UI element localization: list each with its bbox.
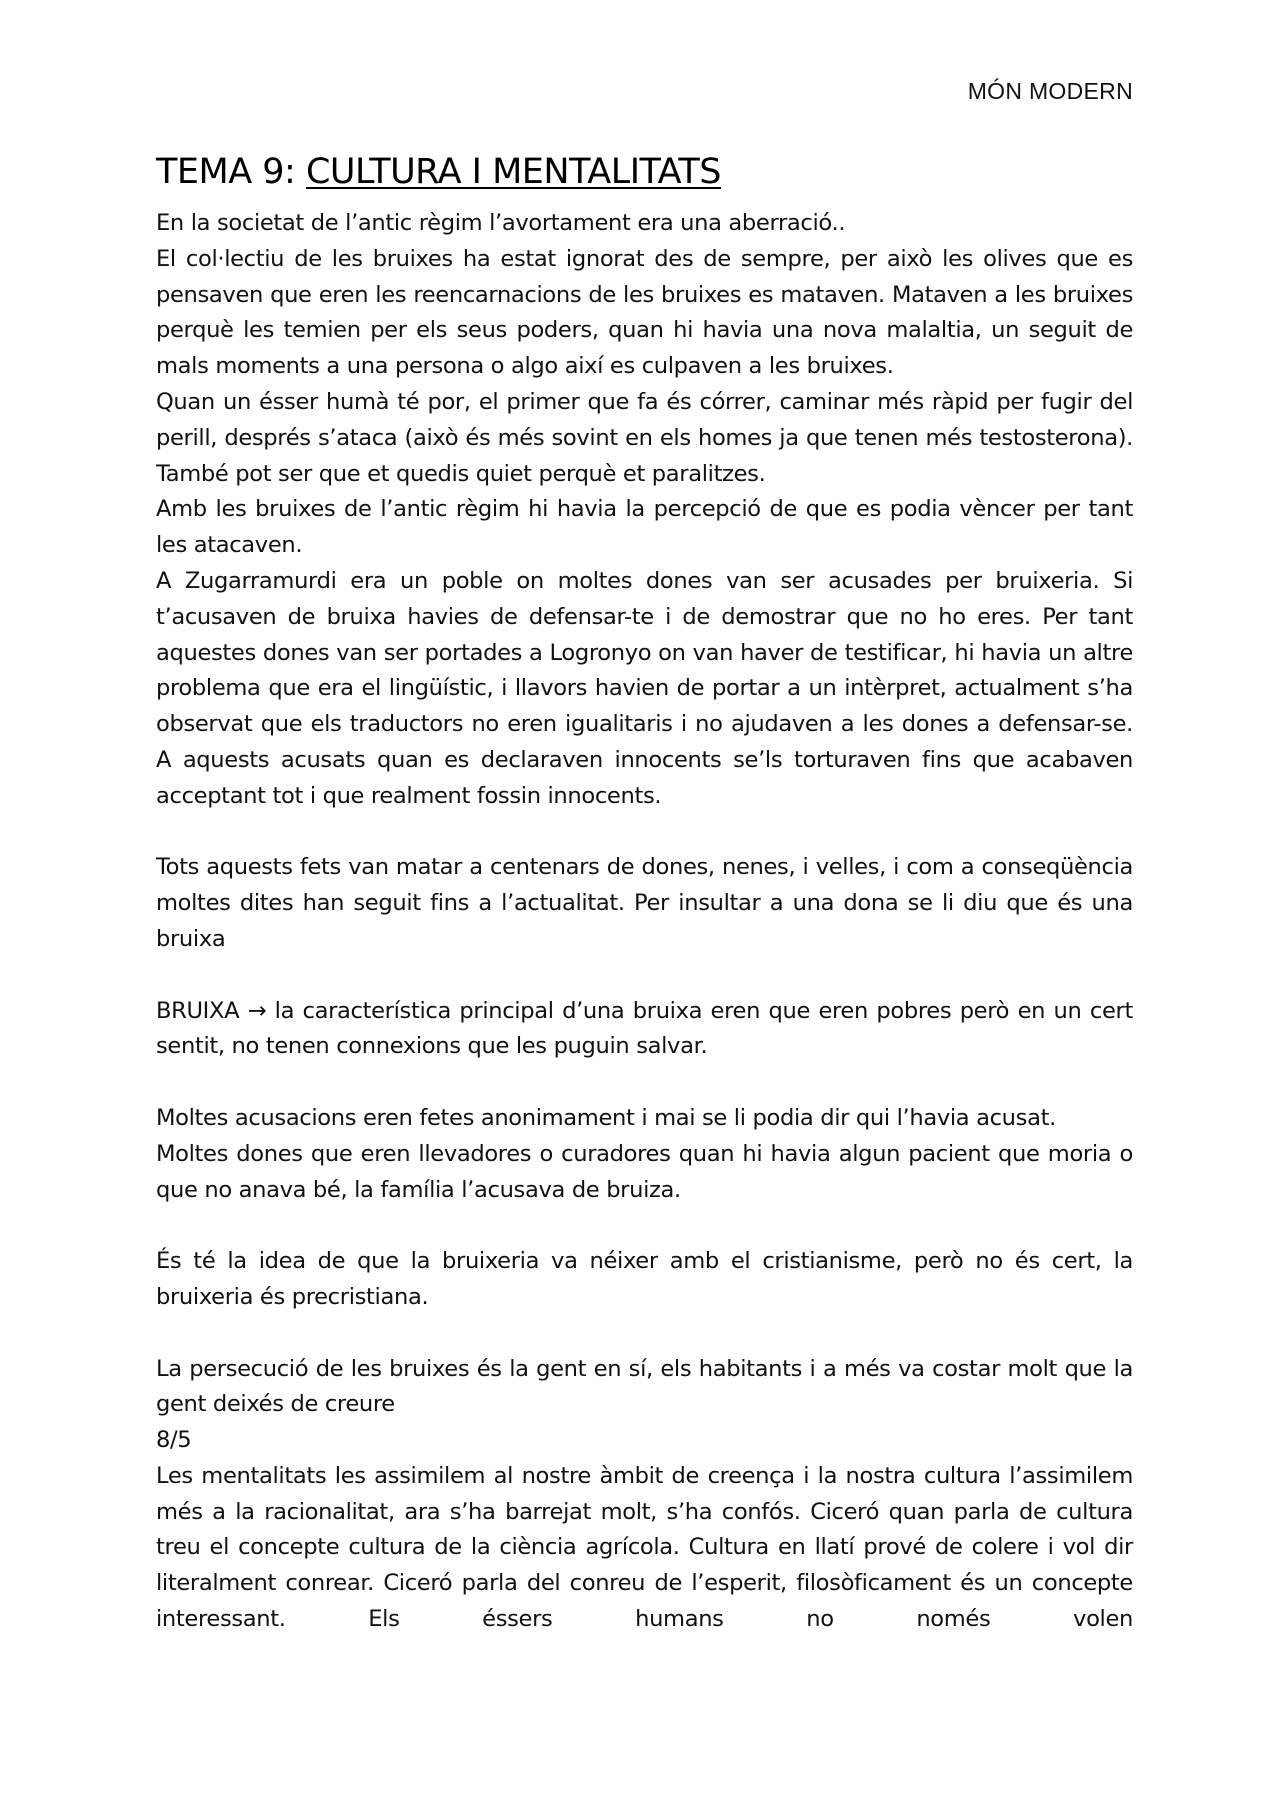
paragraph-5: A Zugarramurdi era un poble on moltes dones van ser acusades per bruixeria. Si t’acusaven de bruixa havies de defensar-te i de demostrar que no ho eres. Per tant aquestes dones van ser portades a Logronyo on van haver de testificar, hi havia un altre problema que era el lingüístic, i llavors havien de portar a un intèrpret, actualment s’ha observat que els traductors no eren igualitaris i no ajudaven a les dones a defensar-se. A aquests acusats quan es declaraven innocents se’ls torturaven fins que acabaven acceptant tot i que realment fossin innocents.: [156, 567, 1133, 809]
page-number: 8/5: [156, 1427, 192, 1454]
paragraph-10: És té la idea de que la bruixeria va néixer amb el cristianisme, però no és cert, la bruixeria és precristiana.: [156, 1248, 1133, 1310]
paragraph-3: Quan un ésser humà té por, el primer que fa és córrer, caminar més ràpid per fugir del perill, després s’ataca (això és més sovint en els homes ja que tenen més testosterona). També pot ser que et quedis quiet perquè et paralitzes.: [156, 388, 1133, 487]
title-underlined: CULTURA I MENTALITATS: [305, 152, 722, 192]
paragraph-12: Les mentalitats les assimilem al nostre àmbit de creença i la nostra cultura l’assimilem més a la racionalitat, ara s’ha barrejat molt, s’ha confós. Ciceró quan parla de cultura treu el concepte cultura de la ciència agrícola. Cultura en llatí prové de colere i vol dir literalment conrear. Ciceró parla del conreu de l’esperit, filosòficament és un concepte interessant. Els éssers humans no només volen: [156, 1462, 1133, 1633]
paragraph-8: Moltes acusacions eren fetes anonimament i mai se li podia dir qui l’havia acusat.: [156, 1104, 1056, 1131]
title-prefix: TEMA 9:: [156, 152, 306, 192]
paragraph-4: Amb les bruixes de l’antic règim hi havia la percepció de que es podia vèncer per tant les atacaven.: [156, 496, 1133, 559]
paragraph-11: La persecució de les bruixes és la gent en sí, els habitants i a més va costar molt que la gent deixés de creure: [156, 1355, 1133, 1418]
paragraph-2: El col·lectiu de les bruixes ha estat ignorat des de sempre, per això les olives que es pensaven que eren les reencarnacions de les bruixes es mataven. Mataven a les bruixes perquè les temien per els seus poders, quan hi havia una nova malaltia, un seguit de mals moments a una persona o algo així es culpaven a les bruixes.: [156, 245, 1133, 380]
document-page: [156, 0, 1133, 1810]
paragraph-1: En la societat de l’antic règim l’avortament era una aberració..: [156, 210, 846, 236]
paragraph-6: Tots aquests fets van matar a centenars de dones, nenes, i velles, i com a conseqüència moltes dites han seguit fins a l’actualitat. Per insultar a una dona se li diu que és una bruixa: [156, 854, 1133, 952]
paragraph-9: Moltes dones que eren llevadores o curadores quan hi havia algun pacient que moria o que no anava bé, la família l’acusava de bruiza.: [156, 1140, 1133, 1203]
paragraph-7: BRUIXA → la característica principal d’una bruixa eren que eren pobres però en un cert sentit, no tenen connexions que les puguin salvar.: [156, 997, 1133, 1060]
document-body: [156, 206, 1133, 1638]
running-header: MÓN MODERN: [967, 78, 1133, 104]
page-title: [156, 152, 721, 192]
